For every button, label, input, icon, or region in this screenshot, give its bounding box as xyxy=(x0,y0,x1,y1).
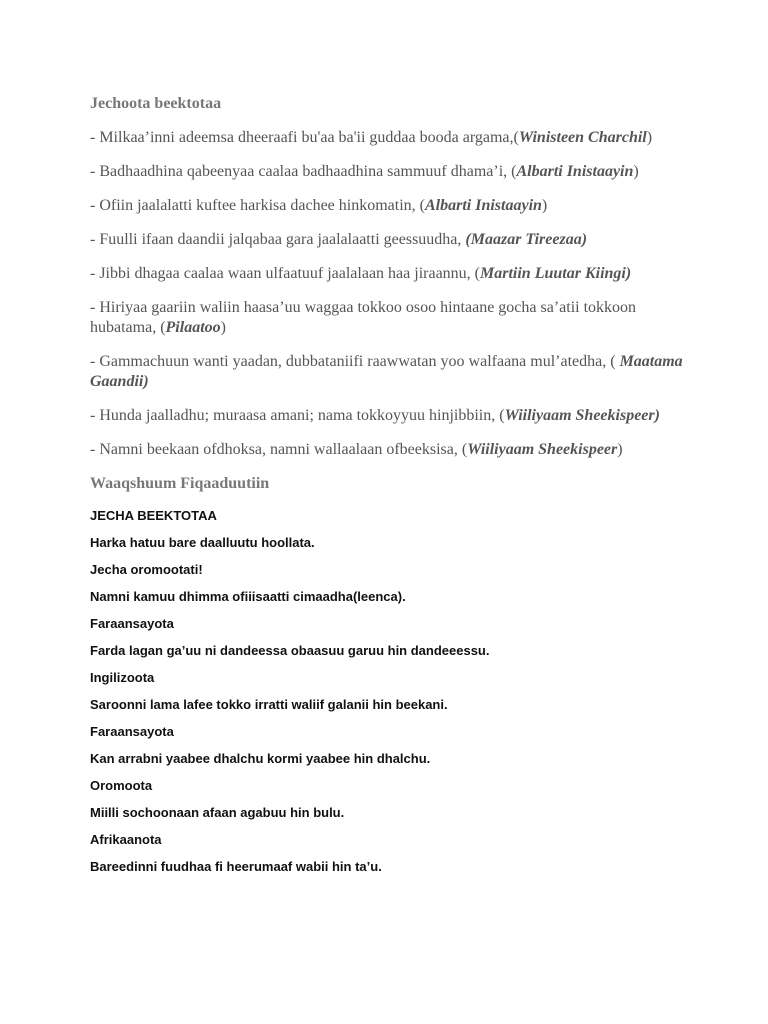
quote-text: - Hiriyaa gaariin waliin haasa’uu waggaa tokkoo osoo hintaane gocha sa’atii tokkoon hubatama, ( xyxy=(90,299,637,336)
document-page xyxy=(90,94,690,886)
proverb-line: JECHA BEEKTOTAA xyxy=(90,508,217,523)
quote-text: - Gammachuun wanti yaadan, dubbataniifi raawwatan yoo walfaana mul’atedha, ( xyxy=(90,353,620,370)
heading-author: Waaqshuum Fiqaaduutiin xyxy=(90,475,270,492)
quote-author: Martiin Luutar Kiingi) xyxy=(480,265,632,282)
quote-text: - Ofiin jaalalatti kuftee harkisa dachee hinkomatin, ( xyxy=(90,197,425,214)
quote-item xyxy=(90,440,690,460)
quote-item xyxy=(90,406,690,426)
quote-close: ) xyxy=(646,129,653,146)
quote-close: ) xyxy=(220,319,226,336)
quote-close: ) xyxy=(541,197,548,214)
quote-item xyxy=(90,352,690,392)
quote-text: - Milkaa’inni adeemsa dheeraafi bu'aa ba'ii guddaa booda argama,( xyxy=(90,129,519,146)
proverb-line: Kan arrabni yaabee dhalchu kormi yaabee hin dhalchu. xyxy=(90,751,431,766)
proverbs-list xyxy=(90,508,690,875)
quote-author: Albarti Inistaayin xyxy=(516,163,634,180)
quote-item xyxy=(90,230,690,250)
quote-text: - Namni beekaan ofdhoksa, namni wallaalaan ofbeeksisa, ( xyxy=(90,441,468,458)
quote-item xyxy=(90,196,690,216)
quote-item xyxy=(90,298,690,338)
quote-item xyxy=(90,264,690,284)
quote-author: Pilaatoo xyxy=(165,319,221,336)
quote-item xyxy=(90,162,690,182)
quote-author: Winisteen Charchil xyxy=(518,129,647,146)
proverb-line: Farda lagan ga’uu ni dandeessa obaasuu garuu hin dandeeessu. xyxy=(90,643,490,658)
proverb-line: Bareedinni fuudhaa fi heerumaaf wabii hin ta’u. xyxy=(90,859,382,874)
proverb-line: Miilli sochoonaan afaan agabuu hin bulu. xyxy=(90,805,345,820)
quote-close: ) xyxy=(633,163,639,180)
quote-text: - Hunda jaalladhu; muraasa amani; nama tokkoyyuu hinjibbiin, ( xyxy=(90,407,505,424)
quote-author: Wiiliyaam Sheekispeer) xyxy=(504,407,660,424)
proverb-line: Faraansayota xyxy=(90,616,174,631)
quote-author: (Maazar Tireezaa) xyxy=(465,231,588,248)
quote-text: - Jibbi dhagaa caalaa waan ulfaatuuf jaalalaan haa jiraannu, ( xyxy=(90,265,481,282)
proverb-line: Faraansayota xyxy=(90,724,174,739)
quote-item xyxy=(90,128,690,148)
proverb-line: Harka hatuu bare daalluutu hoollata. xyxy=(90,535,315,550)
proverb-line: Oromoota xyxy=(90,778,153,793)
quote-text: - Fuulli ifaan daandii jalqabaa gara jaalalaatti geessuudha, xyxy=(90,231,466,248)
heading-quotes: Jechoota beektotaa xyxy=(90,95,222,112)
proverb-line: Ingilizoota xyxy=(90,670,155,685)
proverb-line: Afrikaanota xyxy=(90,832,162,847)
quote-author: Wiiliyaam Sheekispeer xyxy=(467,441,618,458)
quote-close: ) xyxy=(617,441,623,458)
quote-author: Albarti Inistaayin xyxy=(424,197,542,214)
quotes-list xyxy=(90,128,690,460)
quote-author: Maatama Gaandii) xyxy=(90,353,683,390)
proverb-line: Saroonni lama lafee tokko irratti waliif galanii hin beekani. xyxy=(90,697,448,712)
quote-text: - Badhaadhina qabeenyaa caalaa badhaadhina sammuuf dhama’i, ( xyxy=(90,163,517,180)
proverb-line: Jecha oromootati! xyxy=(90,562,203,577)
proverb-line: Namni kamuu dhimma ofiiisaatti cimaadha(leenca). xyxy=(90,589,406,604)
